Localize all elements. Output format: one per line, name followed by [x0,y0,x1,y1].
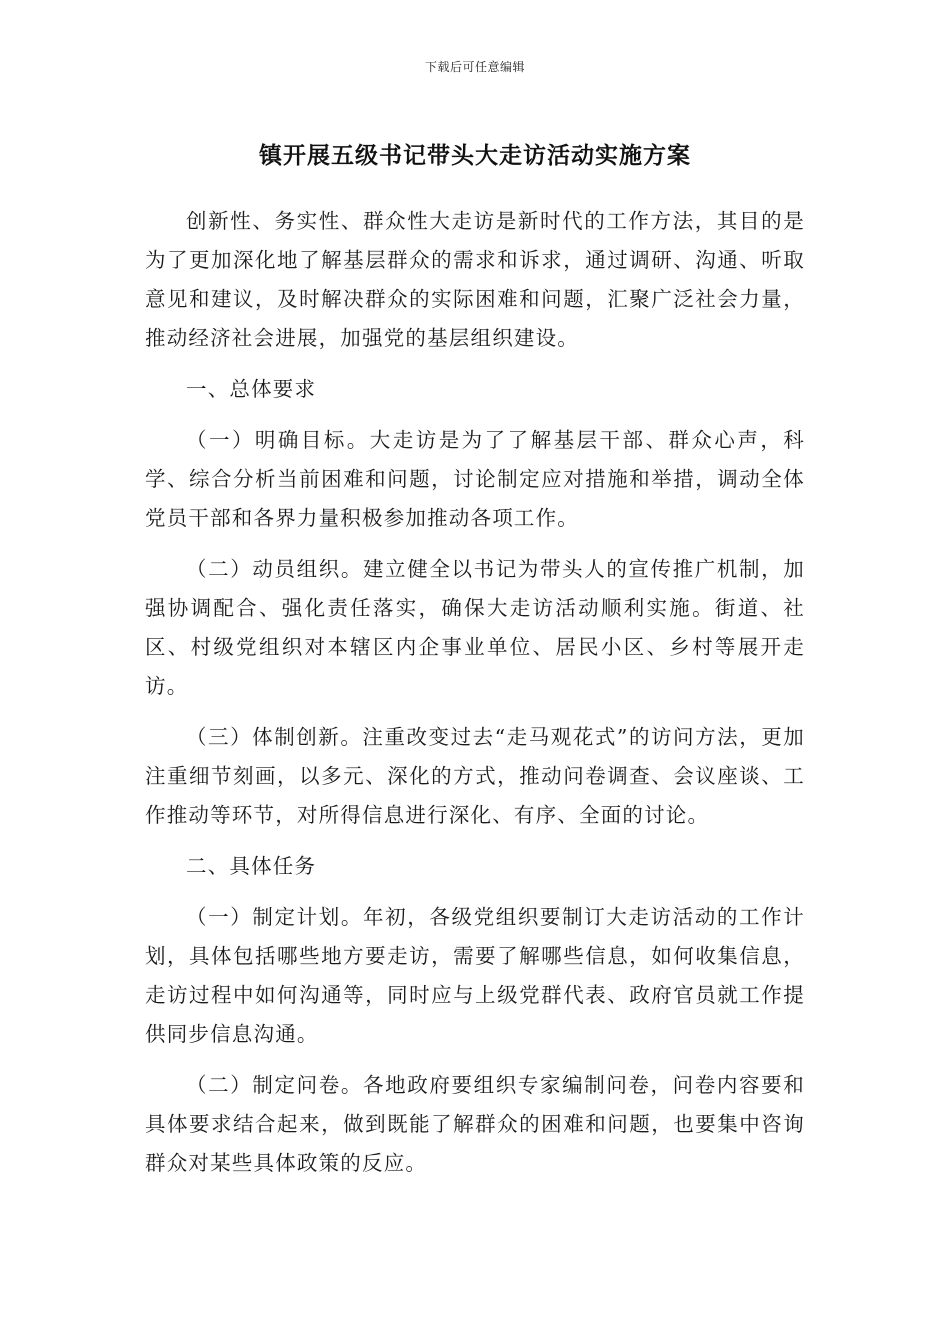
document-title: 镇开展五级书记带头大走访活动实施方案 [259,143,691,169]
document-body [145,202,805,1195]
section-heading-specific-tasks: 二、具体任务 [186,854,317,878]
paragraph-mobilization: （二）动员组织。建立健全以书记为带头人的宣传推广机制，加强协调配合、强化责任落实，确保大走访活动顺利实施。街道、社区、村级党组织对本辖区内企事业单位、居民小区、乡村等展开走访。 [145,557,805,698]
paragraph-clear-goals: （一）明确目标。大走访是为了了解基层干部、群众心声，科学、综合分析当前困难和问题，讨论制定应对措施和举措，调动全体党员干部和各界力量积极参加推动各项工作。 [145,428,805,530]
paragraph-make-plan: （一）制定计划。年初，各级党组织要制订大走访活动的工作计划，具体包括哪些地方要走访，需要了解哪些信息，如何收集信息，走访过程中如何沟通等，同时应与上级党群代表、政府官员就工作提供同步信息沟通。 [145,905,805,1046]
paragraph-questionnaire: （二）制定问卷。各地政府要组织专家编制问卷，问卷内容要和具体要求结合起来，做到既能了解群众的困难和问题，也要集中咨询群众对某些具体政策的反应。 [145,1073,805,1175]
intro-paragraph: 创新性、务实性、群众性大走访是新时代的工作方法，其目的是为了更加深化地了解基层群众的需求和诉求，通过调研、沟通、听取意见和建议，及时解决群众的实际困难和问题，汇聚广泛社会力量，推动经济社会进展，加强党的基层组织建设。 [145,209,805,350]
section-heading-general-requirements: 一、总体要求 [186,377,317,401]
header-note: 下载后可任意编辑 [424,60,525,74]
paragraph-system-innovation: （三）体制创新。注重改变过去“走马观花式”的访问方法，更加注重细节刻画，以多元、深化的方式，推动问卷调查、会议座谈、工作推动等环节，对所得信息进行深化、有序、全面的讨论。 [145,725,805,827]
